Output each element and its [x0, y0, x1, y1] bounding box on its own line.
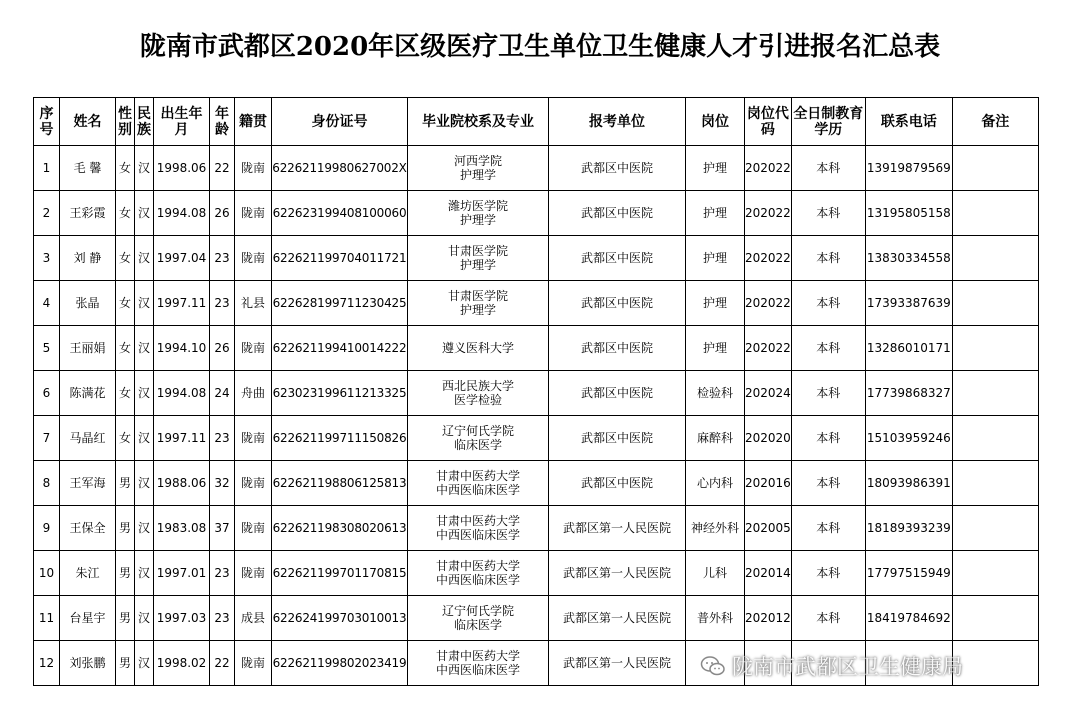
row-age: 24: [210, 371, 235, 416]
row-origin: 陇南: [235, 461, 272, 506]
row-school-name: 河西学院: [453, 154, 502, 168]
row-id: 622628199711230425: [272, 281, 408, 326]
row-post: 检验科: [686, 371, 745, 416]
row-seq: 1: [34, 146, 60, 191]
row-unit: 武都区中医院: [549, 236, 686, 281]
row-name: 台星宇: [60, 596, 116, 641]
row-school-name: 甘肃医学院: [447, 289, 508, 303]
header-name: 姓名: [60, 98, 116, 146]
row-ethnicity: 汉: [135, 146, 154, 191]
header-post: 岗位: [686, 98, 745, 146]
row-school: [408, 506, 549, 551]
row-education: 本科: [791, 371, 865, 416]
watermark-text: 陇南市武都区卫生健康局: [732, 655, 963, 679]
row-school-major: 护理学: [459, 213, 496, 227]
row-seq: 2: [34, 191, 60, 236]
row-unit: 武都区中医院: [549, 281, 686, 326]
row-school-name: 遵义医科大学: [441, 341, 514, 355]
row-age: 22: [210, 641, 235, 686]
row-post: 普外科: [686, 596, 745, 641]
row-education: 本科: [791, 551, 865, 596]
row-unit: 武都区中医院: [549, 326, 686, 371]
row-id: 622621198806125813: [272, 461, 408, 506]
row-remark: [952, 596, 1038, 641]
row-school: [408, 191, 549, 236]
row-id: 62262119980627002X: [272, 146, 408, 191]
row-origin: 陇南: [235, 236, 272, 281]
row-id: 622621199410014222: [272, 326, 408, 371]
row-post-code: 202012: [745, 596, 792, 641]
row-id: 623023199611213325: [272, 371, 408, 416]
table-row: [34, 371, 1039, 416]
row-birth: 1997.11: [154, 416, 210, 461]
row-age: 23: [210, 596, 235, 641]
row-birth: 1988.06: [154, 461, 210, 506]
row-birth: 1997.03: [154, 596, 210, 641]
row-remark: [952, 416, 1038, 461]
row-remark: [952, 281, 1038, 326]
row-school-major: 护理学: [459, 168, 496, 182]
row-seq: 4: [34, 281, 60, 326]
table-row: [34, 191, 1039, 236]
table-row: [34, 506, 1039, 551]
watermark: [700, 651, 963, 681]
row-birth: 1997.01: [154, 551, 210, 596]
row-phone: 13195805158: [865, 191, 952, 236]
header-id: 身份证号: [272, 98, 408, 146]
table-body: [34, 146, 1039, 686]
row-phone: 17739868327: [865, 371, 952, 416]
row-remark: [952, 506, 1038, 551]
row-age: 26: [210, 191, 235, 236]
row-birth: 1994.10: [154, 326, 210, 371]
row-phone: 13919879569: [865, 146, 952, 191]
row-remark: [952, 191, 1038, 236]
row-ethnicity: 汉: [135, 506, 154, 551]
row-seq: 11: [34, 596, 60, 641]
row-phone: 13830334558: [865, 236, 952, 281]
row-id: 622621199704011721: [272, 236, 408, 281]
row-gender: 男: [116, 641, 135, 686]
row-education: 本科: [791, 146, 865, 191]
row-school-name: 甘肃医学院: [447, 244, 508, 258]
row-unit: 武都区中医院: [549, 461, 686, 506]
row-school-major: 中西医临床医学: [435, 573, 520, 587]
row-id: 622623199408100060: [272, 191, 408, 236]
row-unit: 武都区第一人民医院: [549, 506, 686, 551]
row-school: [408, 371, 549, 416]
row-education: 本科: [791, 281, 865, 326]
row-remark: [952, 236, 1038, 281]
row-age: 37: [210, 506, 235, 551]
row-remark: [952, 146, 1038, 191]
row-unit: 武都区第一人民医院: [549, 596, 686, 641]
row-school: [408, 551, 549, 596]
row-ethnicity: 汉: [135, 551, 154, 596]
row-gender: 女: [116, 191, 135, 236]
row-education: 本科: [791, 596, 865, 641]
row-name: 朱江: [60, 551, 116, 596]
row-post: 儿科: [686, 551, 745, 596]
row-ethnicity: 汉: [135, 191, 154, 236]
header-ethnicity: 民族: [135, 98, 154, 146]
row-education: 本科: [791, 416, 865, 461]
row-unit: 武都区中医院: [549, 371, 686, 416]
row-education: 本科: [791, 191, 865, 236]
row-education: 本科: [791, 461, 865, 506]
header-education: 全日制教育学历: [791, 98, 865, 146]
row-gender: 男: [116, 551, 135, 596]
row-school-name: 甘肃中医药大学: [435, 469, 520, 483]
row-birth: 1994.08: [154, 371, 210, 416]
row-seq: 3: [34, 236, 60, 281]
row-phone: 15103959246: [865, 416, 952, 461]
row-age: 23: [210, 236, 235, 281]
row-id: 622621199701170815: [272, 551, 408, 596]
row-post: 护理: [686, 281, 745, 326]
row-seq: 9: [34, 506, 60, 551]
header-school: 毕业院校系及专业: [408, 98, 549, 146]
row-age: 26: [210, 326, 235, 371]
row-seq: 6: [34, 371, 60, 416]
table-row: [34, 326, 1039, 371]
table-header-row: [34, 98, 1039, 146]
table-row: [34, 146, 1039, 191]
wechat-icon: [700, 655, 726, 677]
row-school-major: 临床医学: [453, 618, 502, 632]
table-row: [34, 461, 1039, 506]
row-post: 护理: [686, 236, 745, 281]
row-school-name: 辽宁何氏学院: [441, 424, 514, 438]
row-origin: 礼县: [235, 281, 272, 326]
row-school-name: 甘肃中医药大学: [435, 559, 520, 573]
row-post-code: 202022: [745, 326, 792, 371]
row-school: [408, 596, 549, 641]
row-name: 陈满花: [60, 371, 116, 416]
row-ethnicity: 汉: [135, 641, 154, 686]
row-birth: 1983.08: [154, 506, 210, 551]
row-gender: 男: [116, 506, 135, 551]
row-birth: 1998.02: [154, 641, 210, 686]
row-school-name: 潍坊医学院: [447, 199, 508, 213]
row-school: [408, 641, 549, 686]
row-school: [408, 416, 549, 461]
row-school-major: 护理学: [459, 303, 496, 317]
header-origin: 籍贯: [235, 98, 272, 146]
row-ethnicity: 汉: [135, 416, 154, 461]
row-origin: 舟曲: [235, 371, 272, 416]
row-post-code: 202022: [745, 236, 792, 281]
row-remark: [952, 461, 1038, 506]
row-post: 护理: [686, 191, 745, 236]
row-age: 23: [210, 416, 235, 461]
row-education: 本科: [791, 326, 865, 371]
row-post: 神经外科: [686, 506, 745, 551]
page-title: 陇南市武都区2020年区级医疗卫生单位卫生健康人才引进报名汇总表: [139, 32, 941, 62]
row-phone: 13286010171: [865, 326, 952, 371]
row-gender: 女: [116, 281, 135, 326]
row-ethnicity: 汉: [135, 461, 154, 506]
row-unit: 武都区中医院: [549, 416, 686, 461]
row-origin: 陇南: [235, 326, 272, 371]
row-name: 刘张鹏: [60, 641, 116, 686]
row-seq: 12: [34, 641, 60, 686]
row-age: 22: [210, 146, 235, 191]
row-unit: 武都区第一人民医院: [549, 641, 686, 686]
header-age: 年龄: [210, 98, 235, 146]
row-school-name: 甘肃中医药大学: [435, 649, 520, 663]
row-origin: 陇南: [235, 146, 272, 191]
row-ethnicity: 汉: [135, 326, 154, 371]
row-post-code: 202016: [745, 461, 792, 506]
row-post: 护理: [686, 146, 745, 191]
row-school-major: 中西医临床医学: [435, 528, 520, 542]
row-school-name: 辽宁何氏学院: [441, 604, 514, 618]
row-age: 32: [210, 461, 235, 506]
row-post-code: 202022: [745, 146, 792, 191]
row-unit: 武都区第一人民医院: [549, 551, 686, 596]
row-post: 心内科: [686, 461, 745, 506]
row-post-code: 202022: [745, 191, 792, 236]
header-birth: 出生年月: [154, 98, 210, 146]
row-ethnicity: 汉: [135, 281, 154, 326]
row-school-major: 护理学: [459, 258, 496, 272]
row-remark: [952, 641, 1038, 686]
row-seq: 8: [34, 461, 60, 506]
row-origin: 陇南: [235, 191, 272, 236]
row-remark: [952, 371, 1038, 416]
row-phone: 18189393239: [865, 506, 952, 551]
row-phone: 18419784692: [865, 596, 952, 641]
row-ethnicity: 汉: [135, 236, 154, 281]
row-school-name: 甘肃中医药大学: [435, 514, 520, 528]
table-row: [34, 551, 1039, 596]
row-name: 王军海: [60, 461, 116, 506]
header-post-code: 岗位代码: [745, 98, 792, 146]
row-name: 王彩霞: [60, 191, 116, 236]
row-ethnicity: 汉: [135, 371, 154, 416]
row-school: [408, 281, 549, 326]
row-age: 23: [210, 551, 235, 596]
row-gender: 女: [116, 236, 135, 281]
table-row: [34, 596, 1039, 641]
row-school: [408, 146, 549, 191]
row-education: 本科: [791, 236, 865, 281]
row-id: 622621198308020613: [272, 506, 408, 551]
row-unit: 武都区中医院: [549, 146, 686, 191]
row-birth: 1997.11: [154, 281, 210, 326]
row-post-code: 202022: [745, 281, 792, 326]
row-post: 麻醉科: [686, 416, 745, 461]
row-school-name: 西北民族大学: [441, 379, 514, 393]
header-seq: 序号: [34, 98, 60, 146]
row-remark: [952, 551, 1038, 596]
row-seq: 5: [34, 326, 60, 371]
row-education: 本科: [791, 506, 865, 551]
row-gender: 女: [116, 371, 135, 416]
row-post-code: 202005: [745, 506, 792, 551]
header-unit: 报考单位: [549, 98, 686, 146]
row-ethnicity: 汉: [135, 596, 154, 641]
row-gender: 男: [116, 461, 135, 506]
row-birth: 1997.04: [154, 236, 210, 281]
row-origin: 陇南: [235, 506, 272, 551]
registration-table: [33, 97, 1039, 686]
header-phone: 联系电话: [865, 98, 952, 146]
row-post-code: 202020: [745, 416, 792, 461]
header-gender: 性别: [116, 98, 135, 146]
row-age: 23: [210, 281, 235, 326]
header-remark: 备注: [952, 98, 1038, 146]
row-name: 张晶: [60, 281, 116, 326]
row-origin: 陇南: [235, 641, 272, 686]
table-row: [34, 281, 1039, 326]
row-birth: 1998.06: [154, 146, 210, 191]
row-school: [408, 326, 549, 371]
row-phone: 18093986391: [865, 461, 952, 506]
row-school: [408, 461, 549, 506]
row-post: 护理: [686, 326, 745, 371]
row-name: 刘 静: [60, 236, 116, 281]
row-birth: 1994.08: [154, 191, 210, 236]
table-row: [34, 236, 1039, 281]
row-school: [408, 236, 549, 281]
row-name: 王保全: [60, 506, 116, 551]
table-row: [34, 416, 1039, 461]
row-origin: 陇南: [235, 551, 272, 596]
row-remark: [952, 326, 1038, 371]
row-unit: 武都区中医院: [549, 191, 686, 236]
row-id: 622621199802023419: [272, 641, 408, 686]
row-origin: 成县: [235, 596, 272, 641]
row-name: 毛 馨: [60, 146, 116, 191]
row-seq: 10: [34, 551, 60, 596]
row-phone: 17797515949: [865, 551, 952, 596]
row-gender: 男: [116, 596, 135, 641]
row-gender: 女: [116, 146, 135, 191]
row-name: 马晶红: [60, 416, 116, 461]
row-id: 622621199711150826: [272, 416, 408, 461]
row-seq: 7: [34, 416, 60, 461]
row-origin: 陇南: [235, 416, 272, 461]
row-school-major: 中西医临床医学: [435, 663, 520, 677]
row-post-code: 202014: [745, 551, 792, 596]
row-gender: 女: [116, 326, 135, 371]
row-school-major: 中西医临床医学: [435, 483, 520, 497]
row-post-code: 202024: [745, 371, 792, 416]
row-gender: 女: [116, 416, 135, 461]
row-phone: 17393387639: [865, 281, 952, 326]
row-name: 王丽娟: [60, 326, 116, 371]
row-school-major: 医学检验: [453, 393, 502, 407]
row-school-major: 临床医学: [453, 438, 502, 452]
row-id: 622624199703010013: [272, 596, 408, 641]
